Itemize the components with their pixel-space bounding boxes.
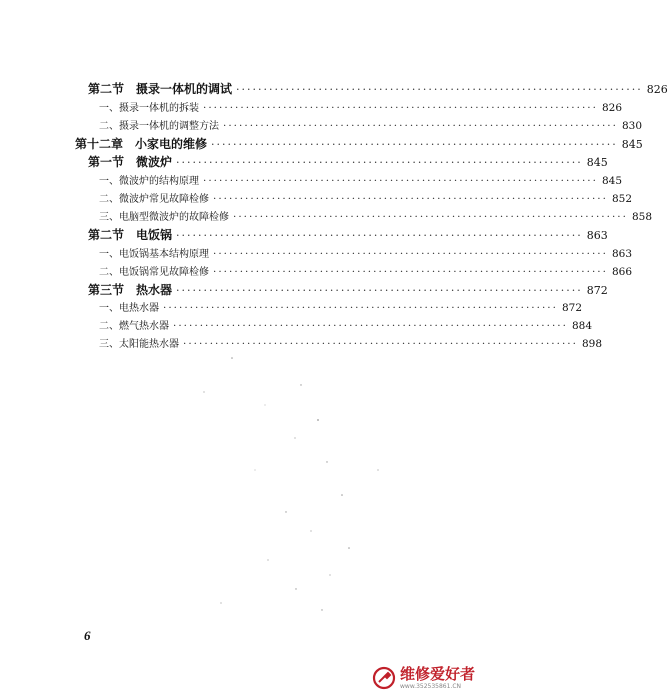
page-ref: 845 <box>621 138 643 151</box>
page-ref: 898 <box>582 338 603 350</box>
section-title: 摄录一体机的调试 <box>136 82 233 96</box>
dot-leader: ·········································································· <box>213 193 608 205</box>
dot-leader: ·········································································· <box>236 83 643 96</box>
dot-leader: ·········································································· <box>213 266 608 278</box>
section-title: 电饭锅 <box>136 228 173 242</box>
toc-section <box>0 153 608 171</box>
watermark-title: 维修爱好者 <box>400 664 476 683</box>
toc-item <box>0 99 623 117</box>
page-ref: 858 <box>632 211 653 223</box>
dot-leader: ·········································································· <box>211 138 618 151</box>
dot-leader: ·········································································· <box>223 120 618 132</box>
chapter-label: 第十二章 <box>75 137 124 151</box>
toc-item <box>0 190 633 208</box>
watermark-url: www.352535861.CN <box>400 682 462 690</box>
item-title: 一、微波炉的结构原理 <box>99 176 199 187</box>
page-number: 6 <box>84 628 91 643</box>
item-title: 一、电热水器 <box>99 303 159 314</box>
page-ref: 830 <box>622 120 643 132</box>
site-watermark <box>372 662 484 694</box>
section-title: 微波炉 <box>136 155 173 169</box>
section-label: 第二节 <box>88 228 125 242</box>
page-ref: 852 <box>612 193 633 205</box>
item-title: 二、摄录一体机的调整方法 <box>99 121 219 132</box>
page-ref: 863 <box>612 248 633 260</box>
toc-item <box>0 208 653 226</box>
page-ref: 863 <box>586 229 608 242</box>
page-ref: 845 <box>602 175 623 187</box>
toc-chapter <box>0 135 643 153</box>
dot-leader: ·········································································· <box>233 211 628 223</box>
wrench-logo-icon <box>372 666 396 690</box>
section-label: 第一节 <box>88 155 125 169</box>
item-title: 一、摄录一体机的拆装 <box>99 103 199 114</box>
toc-item <box>0 335 603 353</box>
section-title: 热水器 <box>136 283 173 297</box>
dot-leader: ·········································································· <box>176 156 583 169</box>
dot-leader: ·········································································· <box>183 338 578 350</box>
item-title: 二、微波炉常见故障检修 <box>99 194 209 205</box>
section-label: 第二节 <box>88 82 125 96</box>
item-title: 二、燃气热水器 <box>99 321 169 332</box>
item-title: 三、电脑型微波炉的故障检修 <box>99 212 229 223</box>
chapter-title: 小家电的维修 <box>135 137 208 151</box>
toc-item <box>0 263 633 281</box>
toc-section <box>0 80 668 98</box>
toc-item <box>0 117 643 135</box>
page-ref: 884 <box>572 320 593 332</box>
toc-item <box>0 245 633 263</box>
dot-leader: ·········································································· <box>163 302 558 314</box>
dot-leader: ·········································································· <box>176 284 583 297</box>
item-title: 二、电饭锅常见故障检修 <box>99 267 209 278</box>
toc-item <box>0 317 593 335</box>
page-ref: 845 <box>586 156 608 169</box>
toc-section <box>0 281 608 299</box>
section-label: 第三节 <box>88 283 125 297</box>
page-ref: 826 <box>602 102 623 114</box>
dot-leader: ·········································································· <box>213 248 608 260</box>
toc-section <box>0 226 608 244</box>
dot-leader: ·········································································· <box>203 175 598 187</box>
dot-leader: ·········································································· <box>176 229 583 242</box>
toc-item <box>0 299 583 317</box>
page-ref: 872 <box>562 302 583 314</box>
toc-item <box>0 172 623 190</box>
page-ref: 866 <box>612 266 633 278</box>
item-title: 三、太阳能热水器 <box>99 339 179 350</box>
page-ref: 872 <box>586 284 608 297</box>
dot-leader: ·········································································· <box>203 102 598 114</box>
item-title: 一、电饭锅基本结构原理 <box>99 249 209 260</box>
page-ref: 826 <box>646 83 668 96</box>
dot-leader: ·········································································· <box>173 320 568 332</box>
